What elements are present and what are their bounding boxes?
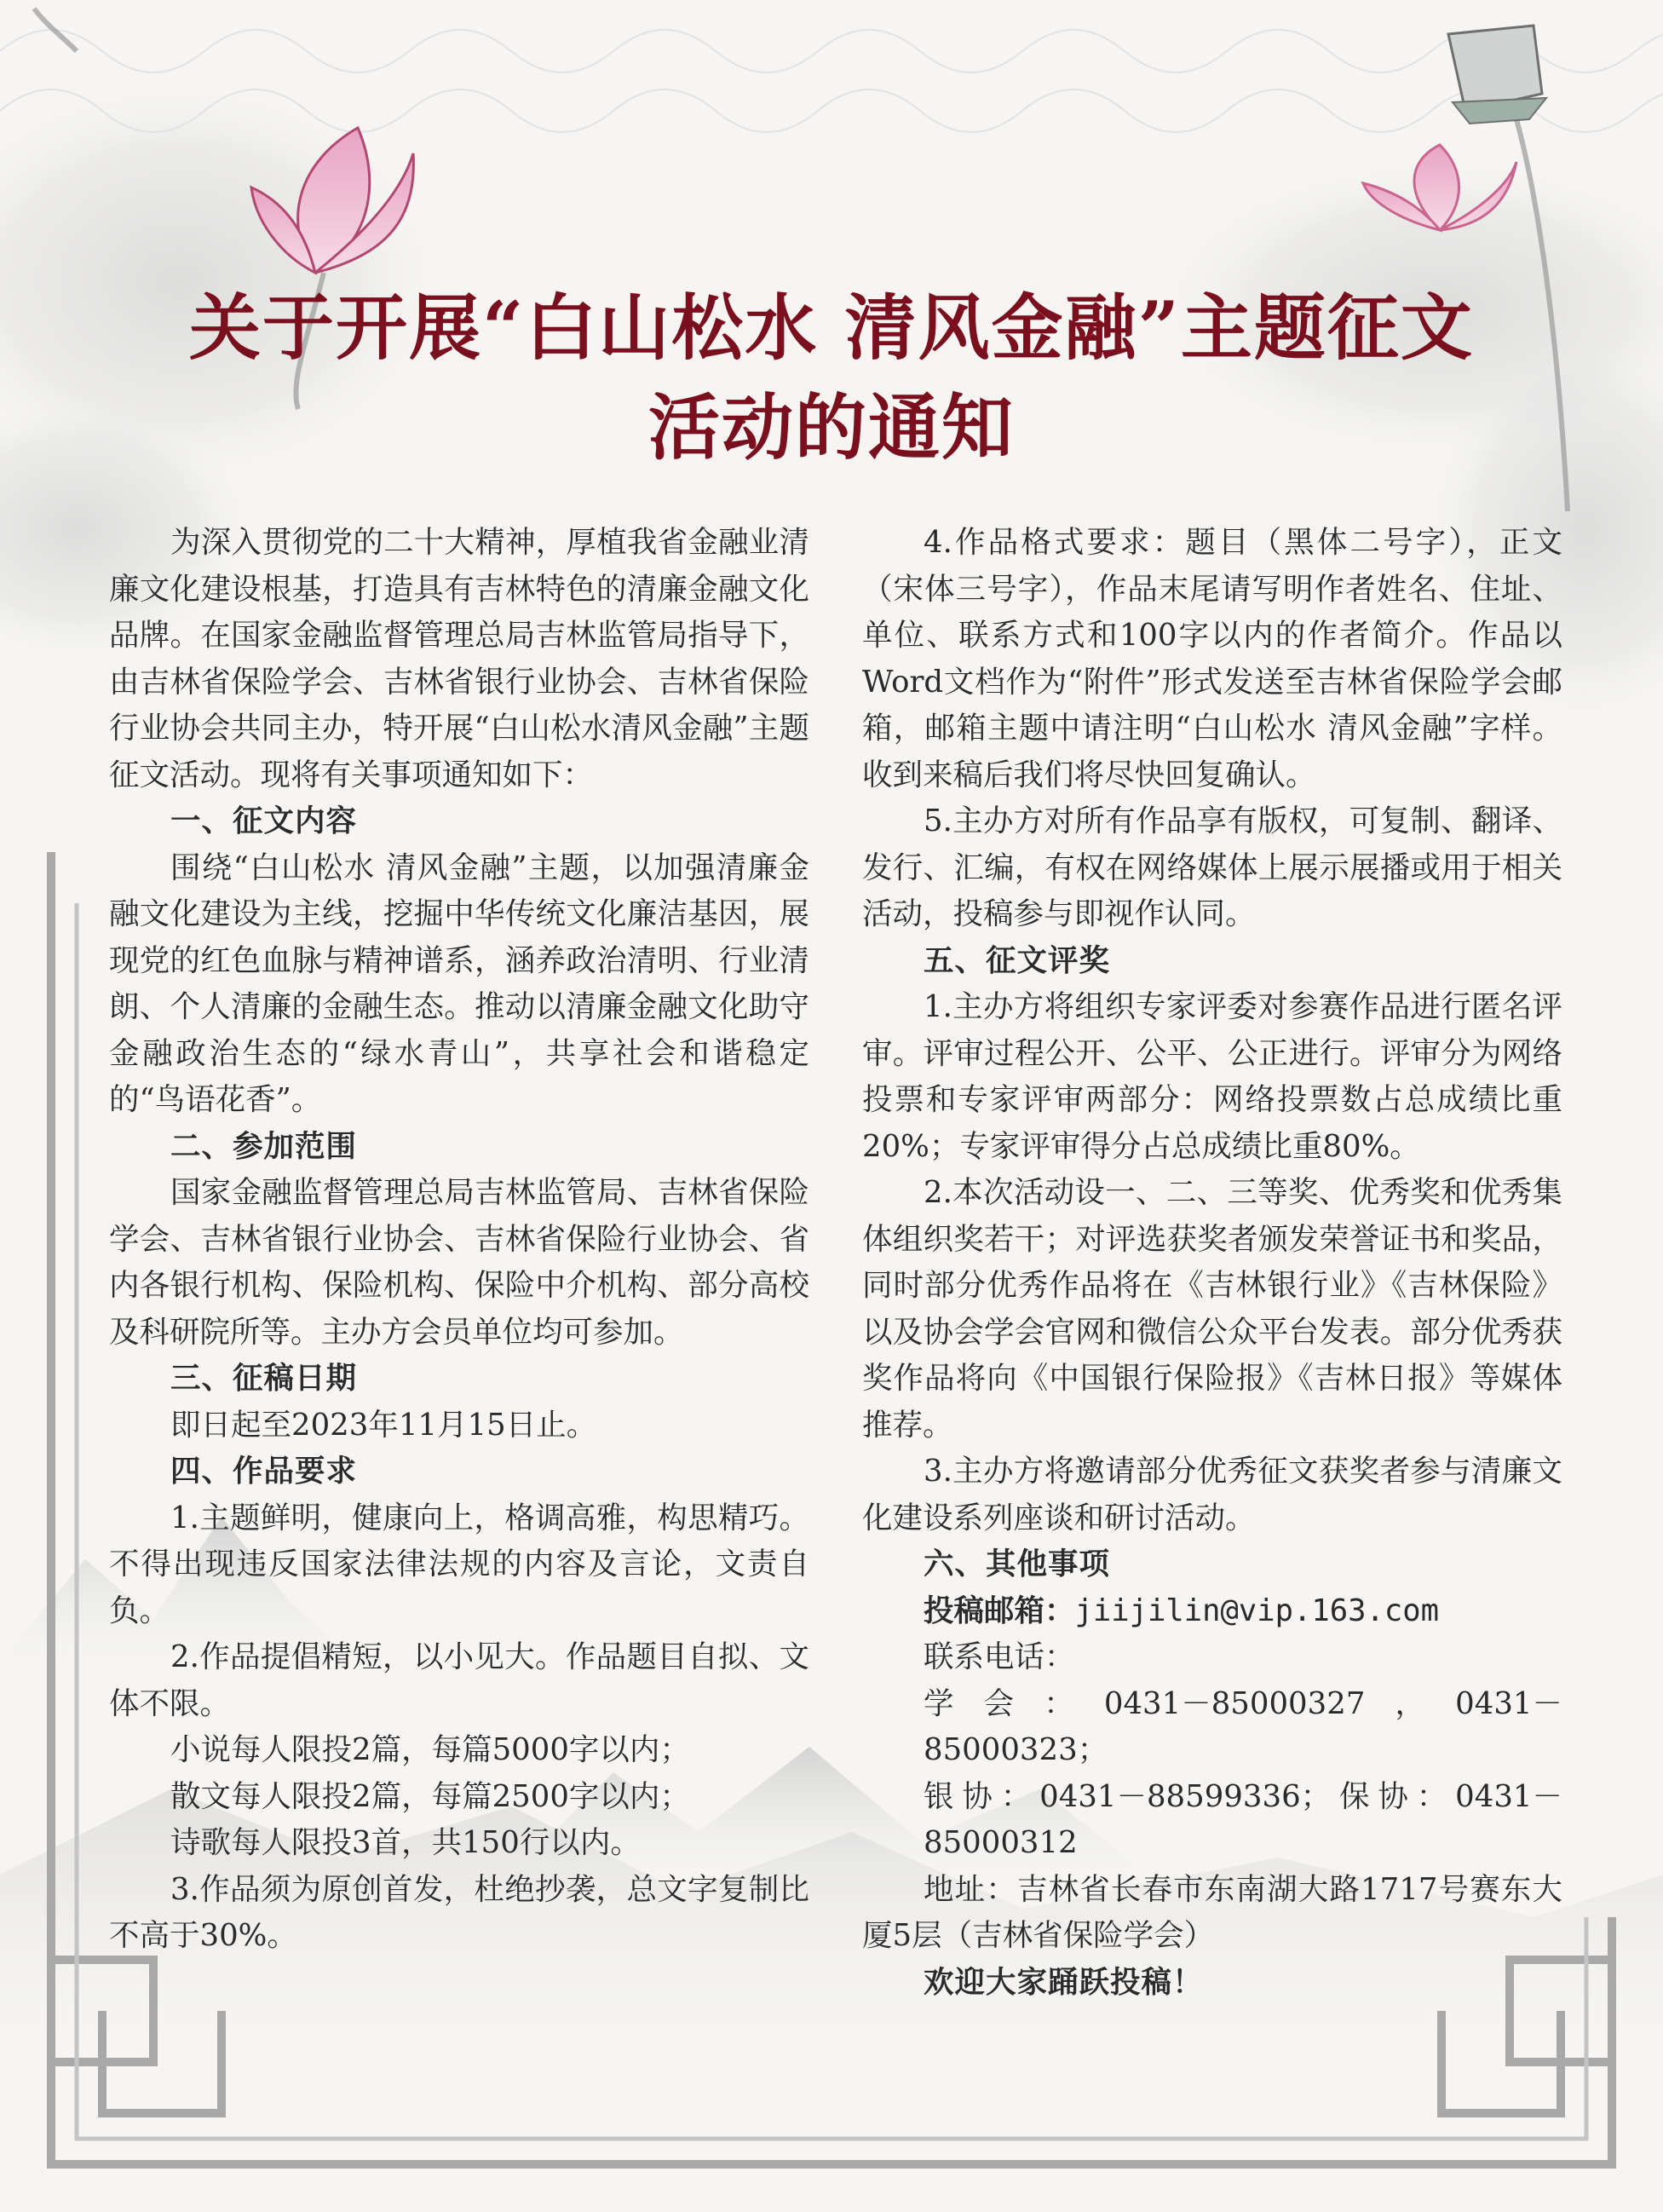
email-address[interactable]: jiijilin@vip.163.com	[1074, 1593, 1439, 1628]
phone-label: 联系电话：	[924, 1639, 1075, 1674]
email-line	[862, 1588, 1562, 1635]
phone-xuehui: 学会：0431－85000327，0431－85000323；	[924, 1685, 1562, 1767]
section-heading-3: 三、征稿日期	[170, 1361, 358, 1396]
right-column	[862, 520, 1562, 2006]
section-heading-2: 二、参加范围	[170, 1128, 358, 1164]
page-title-line2: 活动的通知	[647, 385, 1015, 469]
section-heading-6: 六、其他事项	[924, 1547, 1111, 1581]
requirement-4: 4.作品格式要求：题目（黑体二号字），正文（宋体三号字），作品末尾请写明作者姓名、住址、单位、联系方式和100字以内的作者简介。作品以Word文档作为“附件”形式发送至吉林省保险学会邮箱，邮箱主题中请注明“白山松水 清风金融”字样。收到来稿后我们将尽快回复确认。	[862, 525, 1562, 792]
award-1: 1.主办方将组织专家评委对参赛作品进行匿名评审。评审过程公开、公平、公正进行。评审分为网络投票和专家评审两部分：网络投票数占总成绩比重20%；专家评审得分占总成绩比重80%。	[862, 989, 1562, 1164]
section-heading-4: 四、作品要求	[170, 1454, 358, 1489]
award-2: 2.本次活动设一、二、三等奖、优秀奖和优秀集体组织奖若干；对评选获奖者颁发荣誉证书和奖品，同时部分优秀作品将在《吉林银行业》《吉林保险》以及协会学会官网和微信公众平台发表。部分优秀获奖作品将向《中国银行保险报》《吉林日报》等媒体推荐。	[862, 1175, 1562, 1443]
requirement-3: 3.作品须为原创首发，杜绝抄袭，总文字复制比不高于30%。	[109, 1871, 809, 1953]
left-column	[109, 520, 809, 1960]
section-body-3: 即日起至2023年11月15日止。	[170, 1407, 597, 1443]
page-title-line1: 关于开展“白山松水 清风金融”主题征文	[189, 285, 1474, 370]
limit-poem: 诗歌每人限投3首，共150行以内。	[170, 1825, 641, 1860]
address: 地址：吉林省长春市东南湖大路1717号赛东大厦5层（吉林省保险学会）	[862, 1871, 1562, 1953]
section-heading-1: 一、征文内容	[170, 804, 358, 838]
intro-paragraph: 为深入贯彻党的二十大精神，厚植我省金融业清廉文化建设根基，打造具有吉林特色的清廉金融文化品牌。在国家金融监督管理总局吉林监管局指导下，由吉林省保险学会、吉林省银行业协会、吉林省保险行业协会共同主办，特开展“白山松水清风金融”主题征文活动。现将有关事项通知如下：	[109, 525, 809, 792]
phone-yinxie-baoxie: 银协：0431－88599336；保协：0431－85000312	[924, 1778, 1562, 1860]
limit-novel: 小说每人限投2篇，每篇5000字以内；	[170, 1732, 690, 1767]
requirement-1: 1.主题鲜明，健康向上，格调高雅，构思精巧。不得出现违反国家法律法规的内容及言论，文责自负。	[109, 1500, 809, 1628]
requirement-2: 2.作品提倡精短，以小见大。作品题目自拟、文体不限。	[109, 1639, 809, 1721]
section-body-2: 国家金融监督管理总局吉林监管局、吉林省保险学会、吉林省银行业协会、吉林省保险行业协会、省内各银行机构、保险机构、保险中介机构、部分高校及科研院所等。主办方会员单位均可参加。	[109, 1175, 809, 1350]
section-heading-5: 五、征文评奖	[924, 942, 1111, 978]
section-body-1: 围绕“白山松水 清风金融”主题，以加强清廉金融文化建设为主线，挖掘中华传统文化廉洁基因，展现党的红色血脉与精神谱系，涵养政治清明、行业清朗、个人清廉的金融生态。推动以清廉金融文化助守金融政治生态的“绿水青山”，共享社会和谐稳定的“鸟语花香”。	[109, 850, 809, 1117]
lotus-seed-pod	[1448, 26, 1546, 124]
limit-prose: 散文每人限投2篇，每篇2500字以内；	[170, 1778, 690, 1814]
email-label: 投稿邮箱：	[924, 1593, 1075, 1628]
welcome-line: 欢迎大家踊跃投稿！	[924, 1964, 1204, 2000]
award-3: 3.主办方将邀请部分优秀征文获奖者参与清廉文化建设系列座谈和研讨活动。	[862, 1454, 1562, 1535]
requirement-5: 5.主办方对所有作品享有版权，可复制、翻译、发行、汇编，有权在网络媒体上展示展播或用于相关活动，投稿参与即视作认同。	[862, 804, 1562, 931]
